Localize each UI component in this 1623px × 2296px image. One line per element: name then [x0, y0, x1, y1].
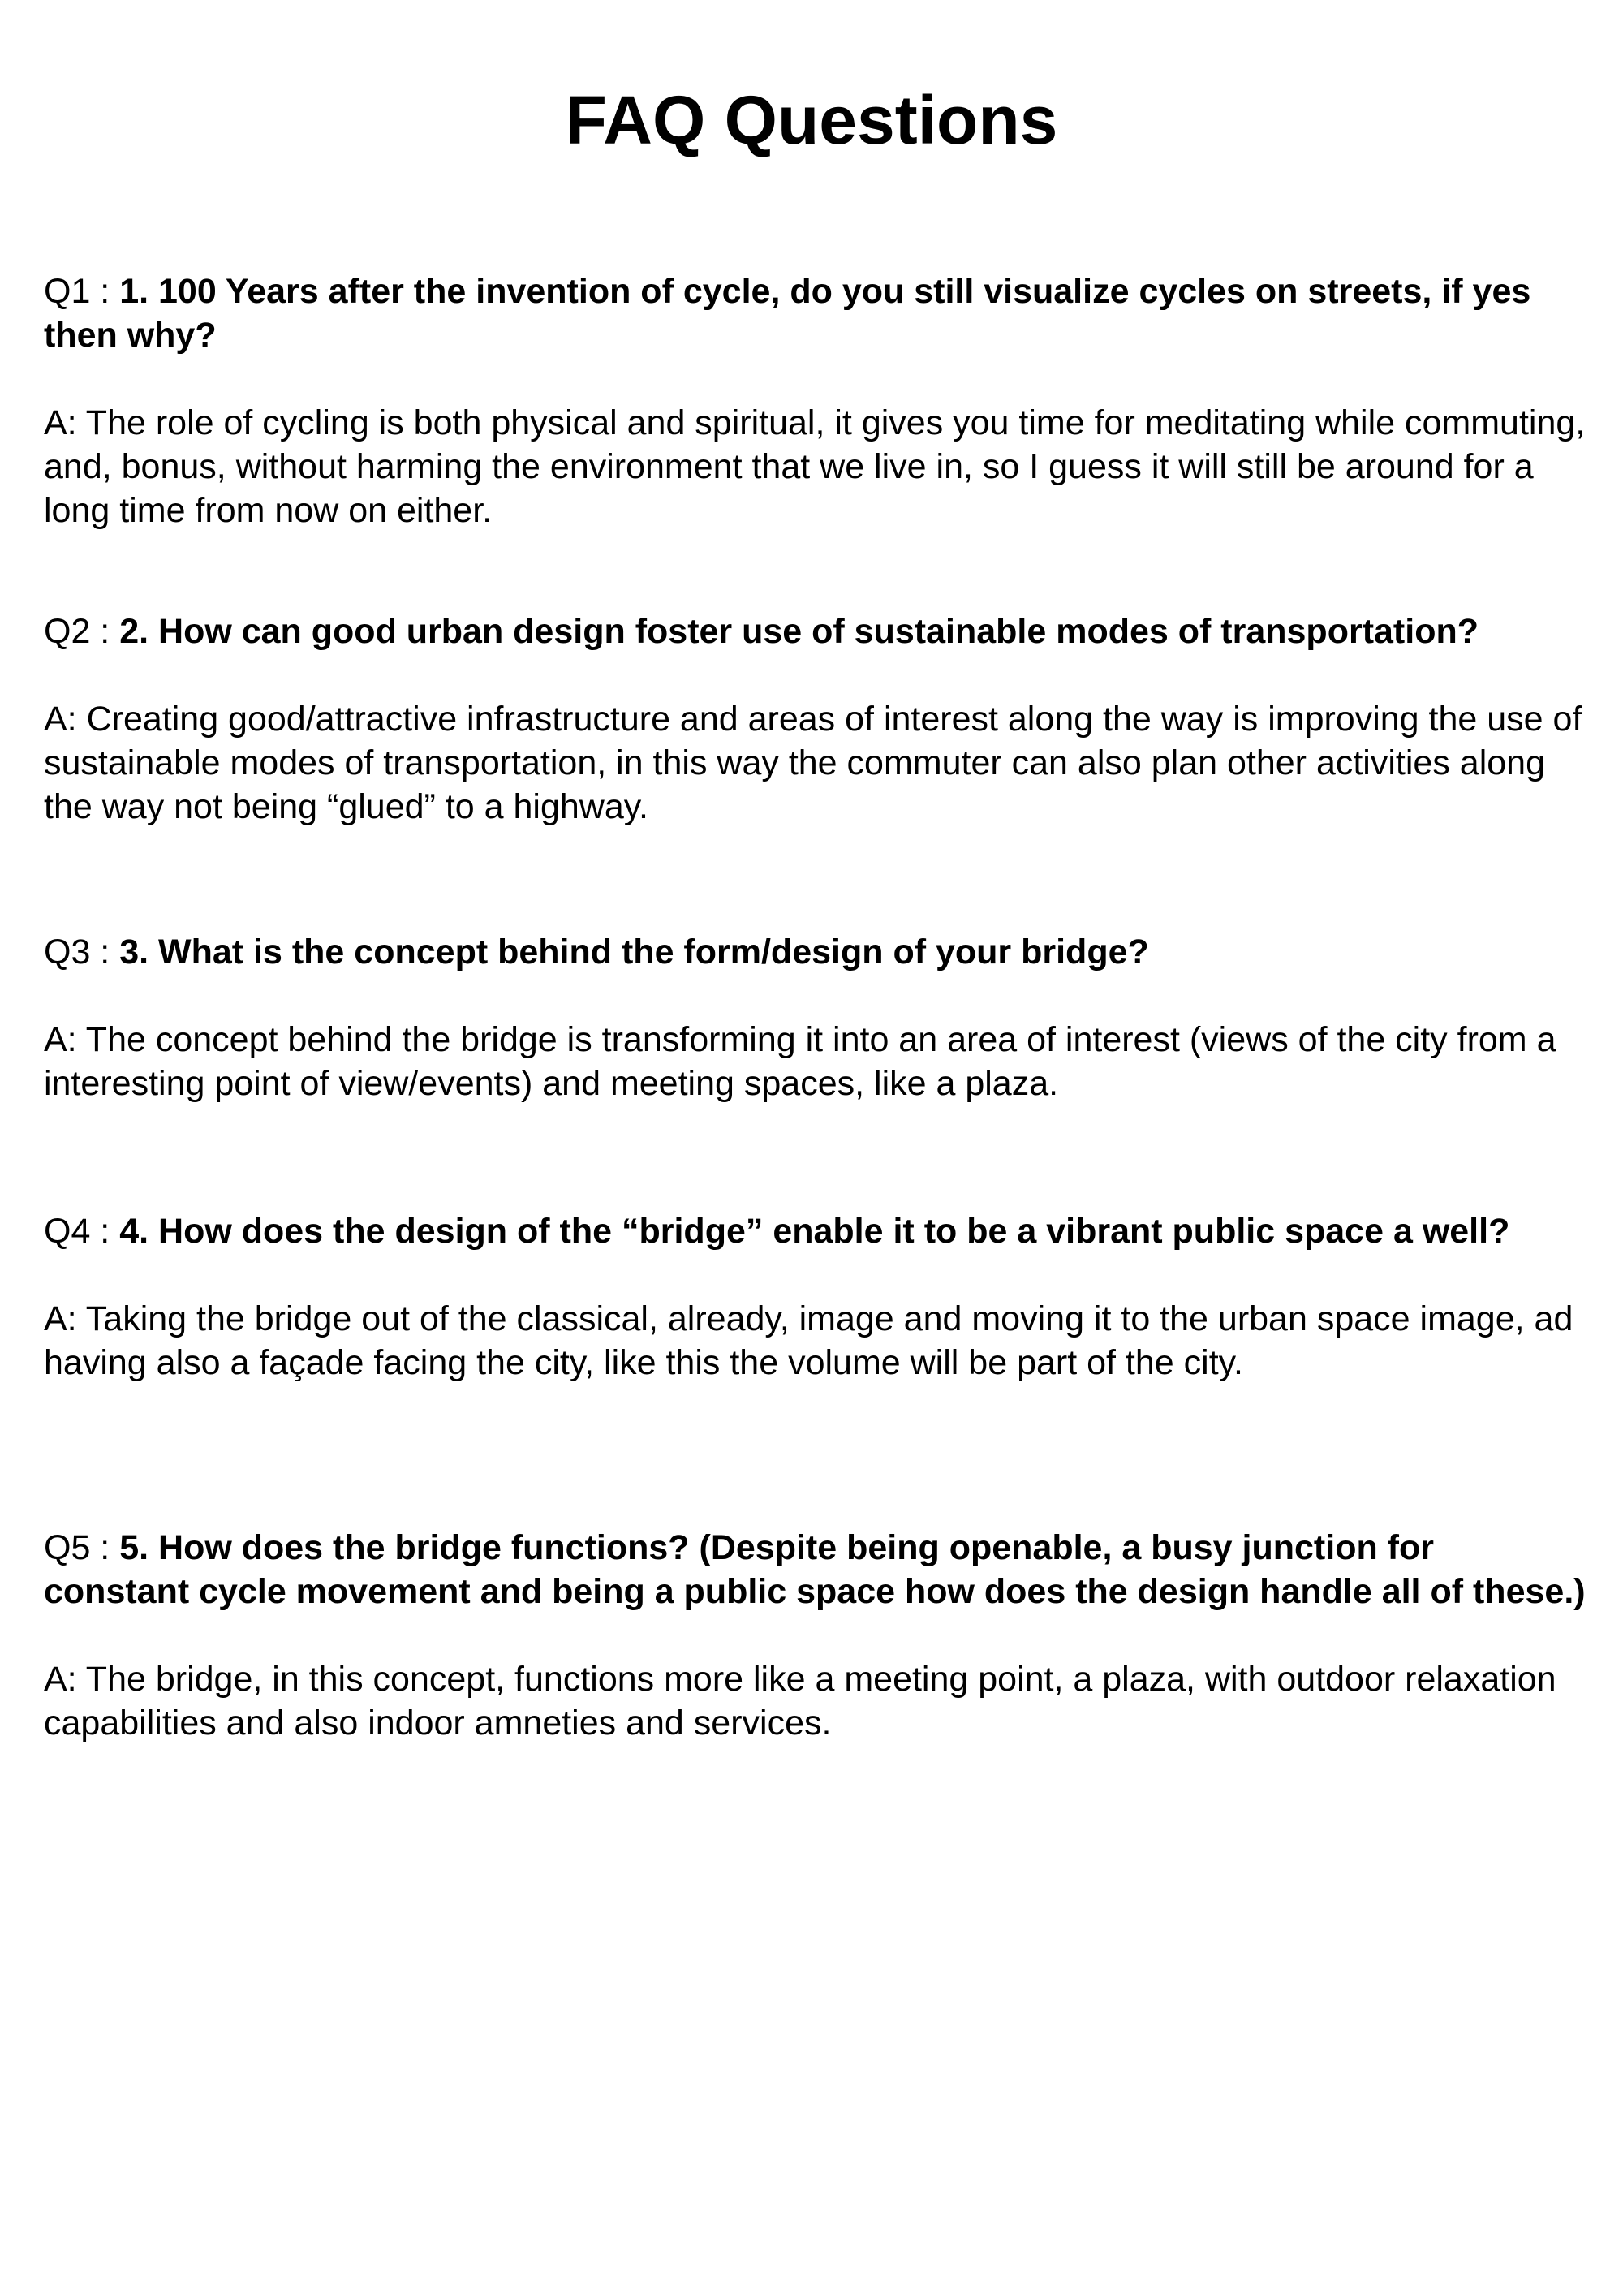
question-5-text: 5. How does the bridge functions? (Despite being openable, a busy junction for constant cycle movement and being a public space how does the design handle all of these.): [44, 1528, 1586, 1611]
question-3: [44, 930, 1586, 974]
answer-3: A: The concept behind the bridge is transforming it into an area of interest (views of the city from a interesting point of view/events) and meeting spaces, like a plaza.: [44, 1020, 1556, 1103]
answer-5: A: The bridge, in this concept, functions more like a meeting point, a plaza, with outdoor relaxation capabilities and also indoor amneties and services.: [44, 1660, 1556, 1742]
page-title: FAQ Questions: [565, 82, 1058, 158]
question-5: [44, 1526, 1586, 1613]
question-4-label: Q4 :: [44, 1212, 120, 1251]
faq-item-1: [44, 269, 1586, 532]
question-1-text: 1. 100 Years after the invention of cycle, do you still visualize cycles on streets, if yes then why?: [44, 272, 1531, 355]
question-3-text: 3. What is the concept behind the form/design of your bridge?: [119, 933, 1149, 971]
question-2: [44, 610, 1586, 653]
question-2-text: 2. How can good urban design foster use of sustainable modes of transportation?: [119, 612, 1479, 651]
faq-item-3: [44, 930, 1586, 1105]
question-2-label: Q2 :: [44, 612, 120, 651]
answer-1: A: The role of cycling is both physical and spiritual, it gives you time for meditating while commuting, and, bonus, without harming the environment that we live in, so I guess it will still be around for a long time from now on either.: [44, 403, 1586, 530]
answer-4: A: Taking the bridge out of the classical, already, image and moving it to the urban space image, ad having also a façade facing the city, like this the volume will be part of the city.: [44, 1299, 1573, 1382]
question-4: [44, 1209, 1586, 1253]
answer-2: A: Creating good/attractive infrastructure and areas of interest along the way is improving the use of sustainable modes of transportation, in this way the commuter can also plan other activities along the way not being “glued” to a highway.: [44, 700, 1582, 826]
faq-item-2: [44, 610, 1586, 829]
question-1: [44, 269, 1586, 357]
question-1-label: Q1 :: [44, 272, 120, 311]
faq-item-5: [44, 1526, 1586, 1745]
question-3-label: Q3 :: [44, 933, 120, 971]
question-5-label: Q5 :: [44, 1528, 120, 1567]
question-4-text: 4. How does the design of the “bridge” enable it to be a vibrant public space a well?: [119, 1212, 1510, 1251]
faq-item-4: [44, 1209, 1586, 1385]
